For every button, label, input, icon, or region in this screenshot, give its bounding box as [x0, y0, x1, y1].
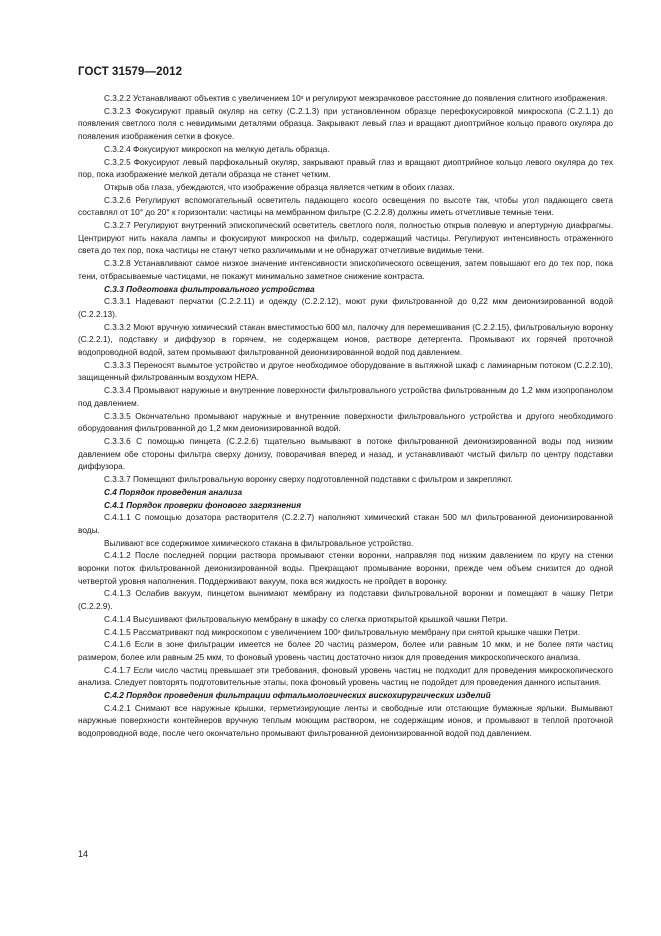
- paragraph: С.3.2.2 Устанавливают объектив с увеличением 10ˣ и регулируют межзрачковое расстояние до появления слитного изображения.: [104, 93, 608, 103]
- paragraph: С.4.1.2 После последней порции раствора промывают стенки воронки, направляя под низким давлением по кругу на стенки воронки поток фильтрованной деионизированной воды. Прекращают промывание воронки, прежде чем объем снизится до одной четвертой уровня наполнения. Поддерживают вакуум, пока вся жидкость не пройдет в воронку.: [78, 550, 613, 586]
- paragraph: С.3.3.5 Окончательно промывают наружные и внутренние поверхности фильтровального устройства и другого необходимого оборудования фильтрованной до 1,2 мкм деионизированной водой.: [78, 410, 613, 434]
- document-header: ГОСТ 31579—2012: [78, 66, 183, 78]
- paragraph: С.3.2.7 Регулируют внутренний эпископический осветитель светлого поля, полностью открыв полевую и апертурную диафрагмы. Центрируют нить накала лампы и фокусируют микроскоп на фильтр, содержащий частицы. Регулируют интенсивность отраженного света до тех пор, пока частицы не станут четко различимыми и не обнаружат отчетливые видимые тени.: [78, 220, 613, 256]
- paragraph: С.4.1.3 Ослабив вакуум, пинцетом вынимают мембрану из подставки фильтровальной воронки и помещают в чашку Петри (С.2.2.9).: [78, 588, 613, 612]
- section-heading: С.4 Порядок проведения анализа: [104, 486, 243, 497]
- document-body: [78, 92, 613, 740]
- paragraph: С.3.3.3 Переносят вымытое устройство и другое необходимое оборудование в вытяжной шкаф с ламинарным потоком (С.2.2.10), защищенный фильтрованным воздухом НЕРА.: [78, 359, 613, 383]
- paragraph: Открыв оба глаза, убеждаются, что изображение образца является четким в обоих глазах.: [104, 181, 455, 192]
- paragraph: С.4.1.5 Рассматривают под микроскопом с увеличением 100ˣ фильтровальную мембрану при снятой крышке чашки Петри.: [104, 626, 580, 637]
- paragraph: Выливают все содержимое химического стакана в фильтровальное устройство.: [104, 537, 414, 548]
- paragraph: С.3.2.6 Регулируют вспомогательный осветитель падающего косого освещения по высоте так, чтобы угол падающего света составлял от 10° до 20° к горизонтали: частицы на мембранном фильтре (С.2.2.8) должны иметь отчетливые темные тени.: [78, 194, 613, 218]
- paragraph: С.4.1.6 Если в зоне фильтрации имеется не более 20 частиц размером, более или равным 10 мкм, и не более пяти частиц размером, более или равным 25 мкм, то фоновый уровень частиц достаточно низок для проведения микроскопического анализа.: [78, 639, 613, 662]
- paragraph: С.3.2.5 Фокусируют левый парфокальный окуляр, закрывают правый глаз и вращают диоптрийное кольцо левого окуляра до тех пор, пока изображение мелкой детали образца не станет четким.: [78, 156, 613, 180]
- paragraph: С.3.3.1 Надевают перчатки (С.2.2.11) и одежду (С.2.2.12), моют руки фильтрованной до 0,22 мкм деионизированной водой (С.2.2.13).: [78, 296, 613, 319]
- page-number: 14: [78, 849, 89, 859]
- paragraph: С.3.2.4 Фокусируют микроскоп на мелкую деталь образца.: [104, 143, 330, 154]
- paragraph: С.3.3.4 Промывают наружные и внутренние поверхности фильтровального устройства фильтрованным до 1,2 мкм изопропанолом под давлением.: [78, 385, 613, 408]
- section-heading: С.4.1 Порядок проверки фонового загрязнения: [104, 499, 302, 510]
- paragraph: С.4.1.4 Высушивают фильтровальную мембрану в шкафу со слегка приоткрытой крышкой чашки Петри.: [104, 613, 508, 624]
- paragraph: С.3.3.7 Помещают фильтровальную воронку сверху подготовленной подставки с фильтром и закрепляют.: [104, 474, 513, 485]
- paragraph: С.3.3.6 С помощью пинцета (С.2.2.6) тщательно вымывают в потоке фильтрованной деионизированной воды под низким давлением обе стороны фильтра сверху донизу, поворачивая вперед и назад, и устанавливают чистый фильтр по центру подставки диффузора.: [78, 435, 613, 472]
- paragraph: С.3.2.8 Устанавливают самое низкое значение интенсивности эпископического освещения, затем повышают его до тех пор, пока тени, отбрасываемые частицами, не покажут минимально заметное снижение контраста.: [78, 258, 613, 281]
- paragraph: С.3.2.3 Фокусируют правый окуляр на сетку (С.2.1.3) при установленном образце перефокусировкой микроскопа (С.2.1.1) до появления светлого поля с невидимыми деталями образца. Закрывают левый глаз и вращают диоптрийное кольцо правого окуляра до появления изображения сетки в фокусе.: [78, 105, 613, 142]
- paragraph: С.4.1.7 Если число частиц превышает эти требования, фоновый уровень частиц не подходит для проведения микроскопического анализа. Следует повторять подготовительные этапы, пока фоновый уровень частиц не подойдет для проведения данного испытания.: [78, 664, 613, 688]
- section-heading: С.4.2 Порядок проведения фильтрации офтальмологических вискохирургических изделий: [104, 690, 491, 701]
- paragraph: С.3.3.2 Моют вручную химический стакан вместимостью 600 мл, палочку для перемешивания (С.2.2.15), фильтровальную воронку (С.2.2.1), подставку и диффузор в горячем, не содержащем ионов, растворе детергента. Промывают их горячей проточной водопроводной водой, затем промывают фильтрованной деионизированной водой под давлением.: [78, 321, 613, 358]
- section-heading: С.3.3 Подготовка фильтровального устройства: [104, 283, 315, 294]
- paragraph: С.4.1.1 С помощью дозатора растворителя (С.2.2.7) наполняют химический стакан 500 мл фильтрованной деионизированной воды.: [78, 512, 613, 535]
- paragraph: С.4.2.1 Снимают все наружные крышки, герметизирующие ленты и свободные или отстающие бумажные ярлыки. Вымывают наружные поверхности контейнеров вручную теплым моющим раствором, не содержащим ионов, и промывают в теплой проточной водопроводной воде, после чего окончательно промывают фильтрованной деионизированной водой под давлением.: [78, 702, 613, 739]
